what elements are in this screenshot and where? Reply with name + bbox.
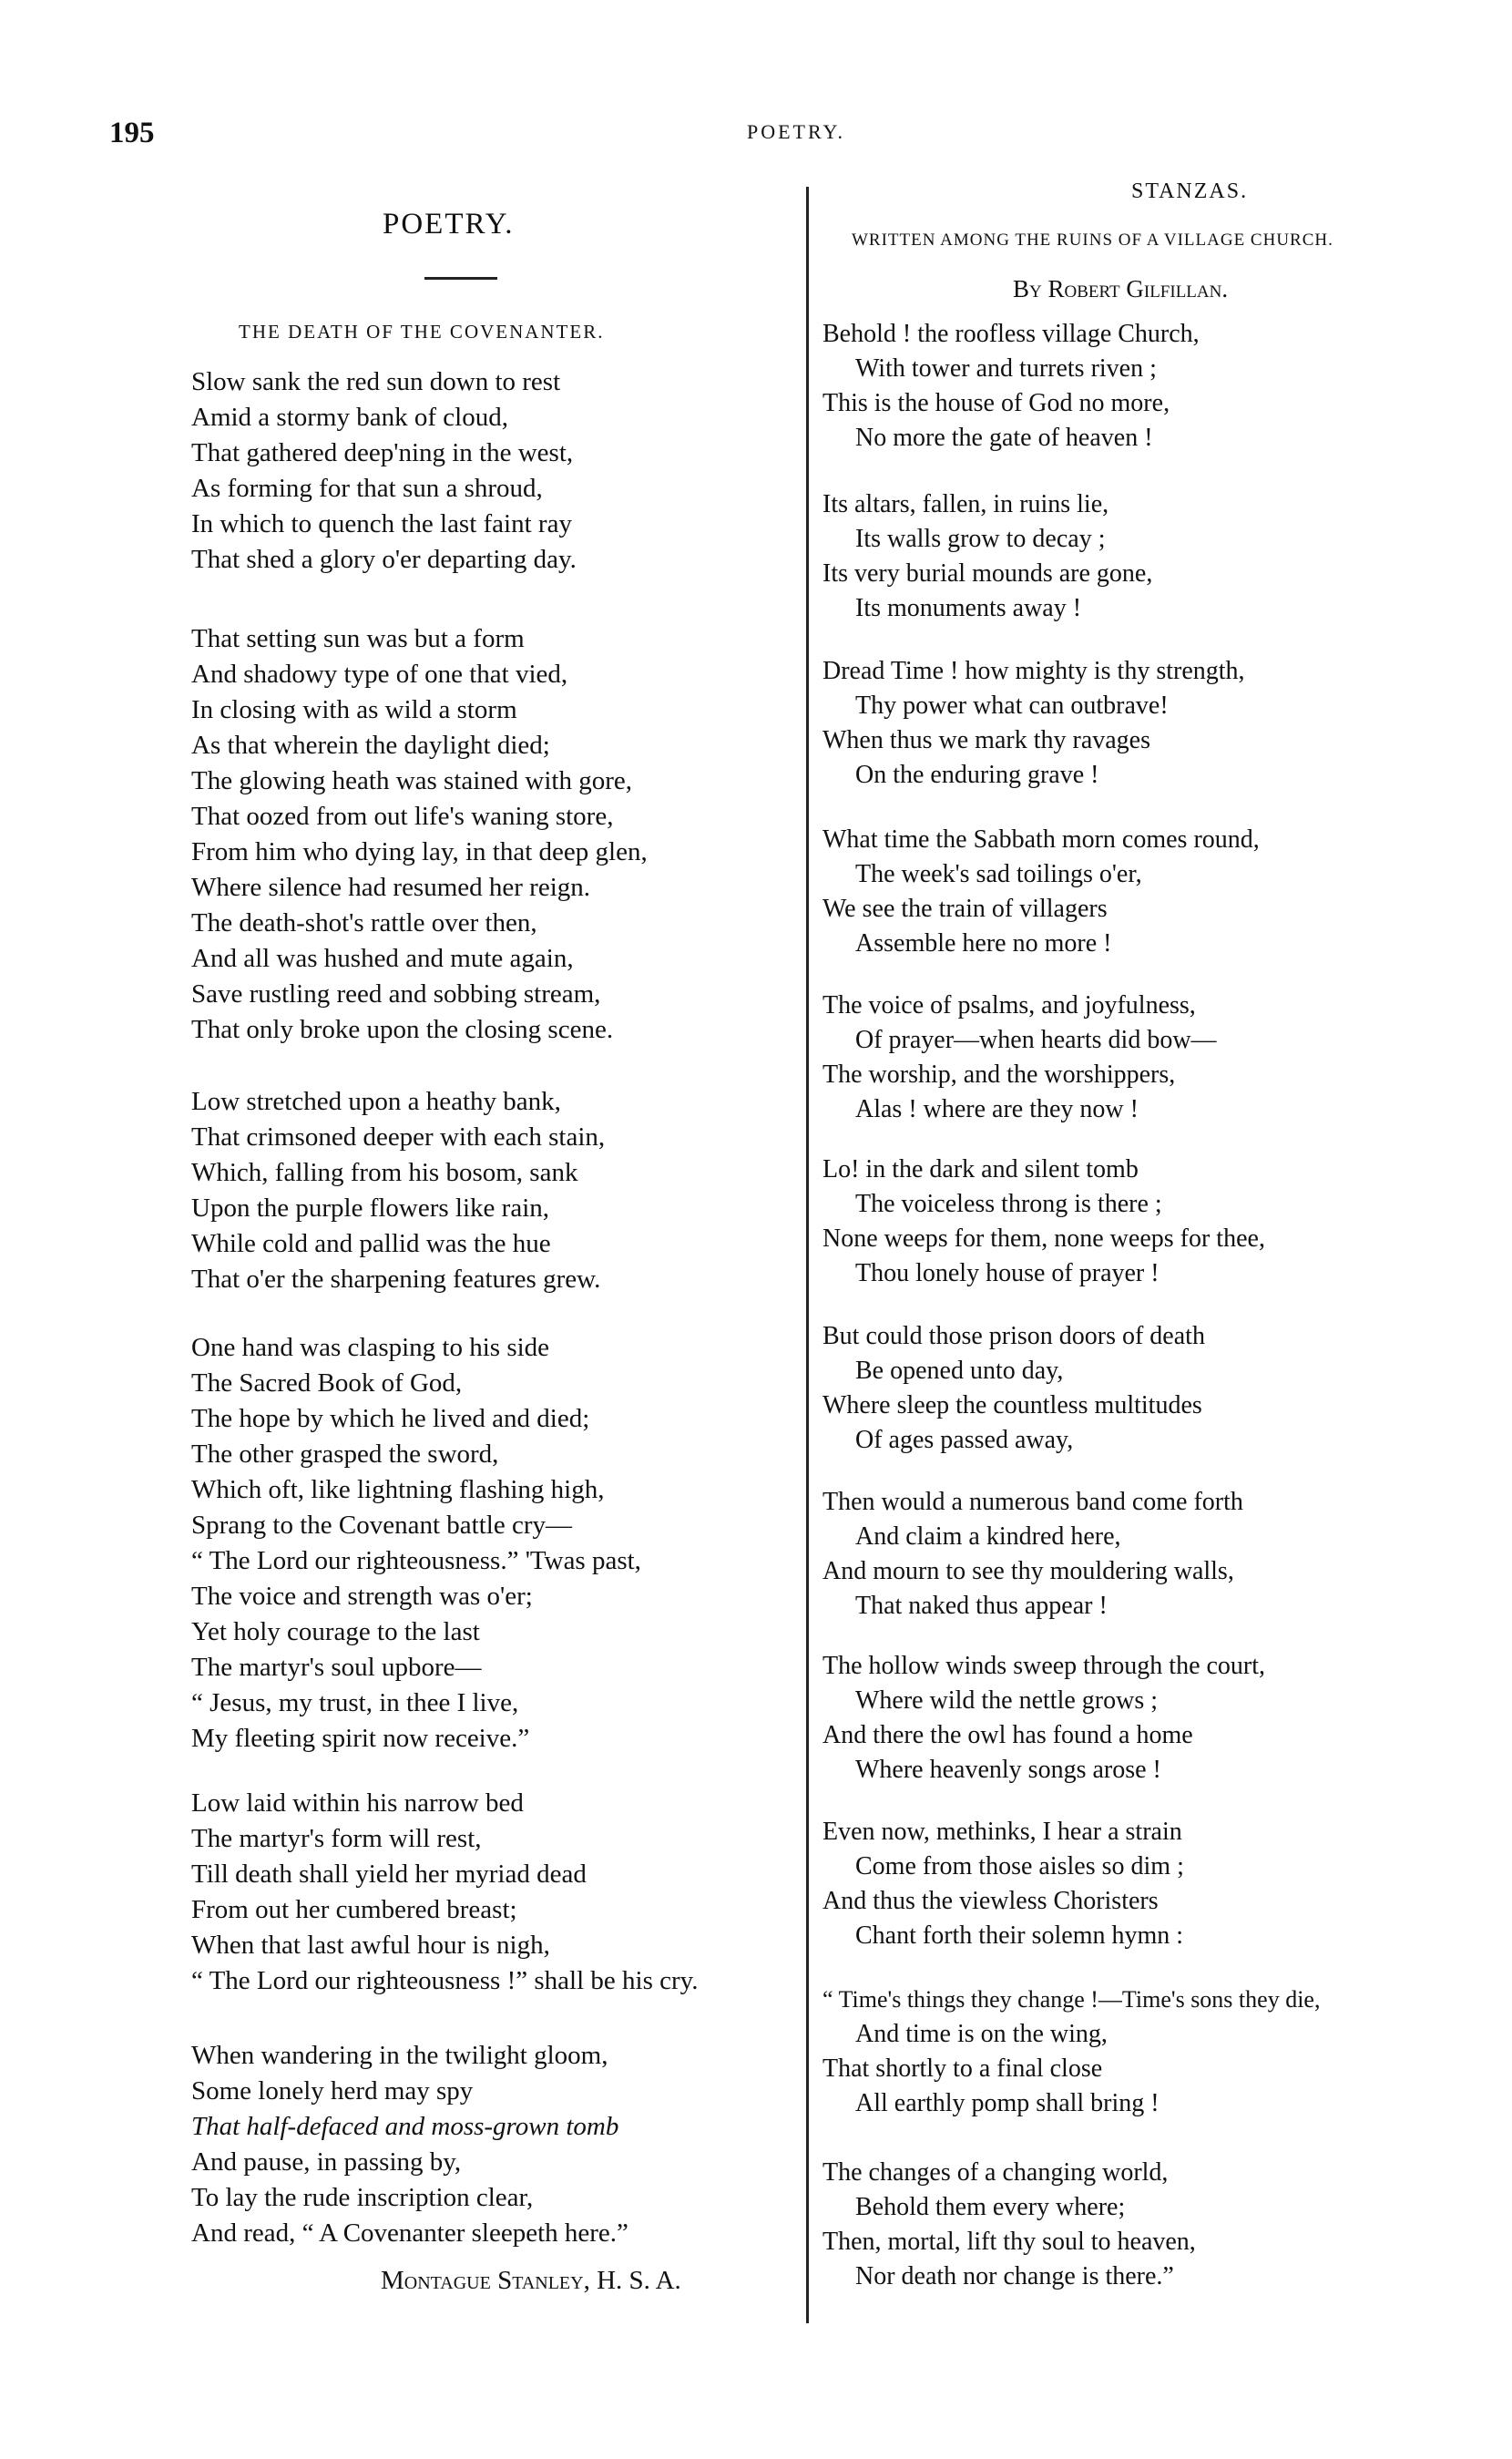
stanza: [191, 2038, 628, 2251]
poem-line: That half-defaced and moss-grown tomb: [191, 2112, 619, 2141]
title-rule: [424, 277, 497, 280]
poem-line: Save rustling reed and sobbing stream,: [191, 979, 601, 1009]
poem-line: Where wild the nettle grows ;: [855, 1686, 1159, 1715]
poem-line: The other grasped the sword,: [191, 1440, 499, 1469]
poem-line: When wandering in the twilight gloom,: [191, 2041, 608, 2070]
stanza: [191, 1786, 699, 1999]
poem-line: In which to quench the last faint ray: [191, 509, 572, 538]
poem-line: Of prayer—when hearts did bow—: [855, 1026, 1217, 1054]
poem-line: That only broke upon the closing scene.: [191, 1015, 614, 1044]
poem-line: Of ages passed away,: [855, 1426, 1074, 1454]
poem-line: Where sleep the countless multitudes: [822, 1391, 1202, 1419]
poem-line: The week's sad toilings o'er,: [855, 860, 1142, 888]
section-title: POETRY.: [383, 208, 515, 241]
stanza: [822, 1983, 1320, 2121]
poem-line: Its monuments away !: [855, 594, 1082, 622]
poem-line: And mourn to see thy mouldering walls,: [822, 1557, 1234, 1585]
poem-line: Chant forth their solemn hymn :: [855, 1921, 1184, 1950]
poem-line: The worship, and the worshippers,: [822, 1060, 1176, 1089]
poem-line: Thou lonely house of prayer !: [855, 1259, 1160, 1287]
poem-line: As forming for that sun a shroud,: [191, 474, 543, 503]
poem-line: This is the house of God no more,: [822, 389, 1170, 417]
poem-line: Which, falling from his bosom, sank: [191, 1158, 578, 1187]
poem-line: That shortly to a final close: [822, 2054, 1103, 2083]
poem-line: Dread Time ! how mighty is thy strength,: [822, 657, 1245, 685]
stanza: [822, 317, 1200, 456]
poem-line: And all was hushed and mute again,: [191, 944, 574, 973]
poem-line: That crimsoned deeper with each stain,: [191, 1122, 606, 1152]
poem-line: And read, “ A Covenanter sleepeth here.”: [191, 2218, 628, 2248]
poem-line: Yet holy courage to the last: [191, 1617, 480, 1646]
stanza: [822, 487, 1152, 626]
poem-line: That oozed from out life's waning store,: [191, 802, 614, 831]
poem-line: The changes of a changing world,: [822, 2158, 1169, 2187]
poem-line: Its walls grow to decay ;: [855, 525, 1106, 553]
poem-line: When thus we mark thy ravages: [822, 726, 1150, 754]
poem-line: Lo! in the dark and silent tomb: [822, 1155, 1139, 1183]
poem-line: The death-shot's rattle over then,: [191, 908, 537, 937]
poem-title: STANZAS.: [1131, 179, 1249, 203]
poem-line: The Sacred Book of God,: [191, 1368, 463, 1398]
poem-line: One hand was clasping to his side: [191, 1333, 550, 1362]
poem-line: Be opened unto day,: [855, 1357, 1064, 1385]
stanza: [822, 1815, 1184, 1953]
running-head: [0, 117, 1512, 153]
poem-line: Its altars, fallen, in ruins lie,: [822, 490, 1109, 518]
poem-line: Behold them every where;: [855, 2193, 1126, 2221]
poem-line: Upon the purple flowers like rain,: [191, 1194, 550, 1223]
poem-line: To lay the rude inscription clear,: [191, 2183, 534, 2212]
poem-line: What time the Sabbath morn comes round,: [822, 825, 1260, 854]
stanza: [822, 1649, 1265, 1788]
poem-line: Then, mortal, lift thy soul to heaven,: [822, 2228, 1196, 2256]
poem-line: That gathered deep'ning in the west,: [191, 438, 574, 467]
poem-line: From him who dying lay, in that deep glen,: [191, 837, 648, 866]
poem-line: Where silence had resumed her reign.: [191, 873, 591, 902]
poem-line: The hope by which he lived and died;: [191, 1404, 590, 1433]
poem-line: Till death shall yield her myriad dead: [191, 1860, 587, 1889]
poem-line: The voice and strength was o'er;: [191, 1582, 533, 1611]
stanza: [191, 1084, 605, 1297]
poem-line: And time is on the wing,: [855, 2020, 1108, 2048]
stanza: [191, 1330, 641, 1757]
poem-line: The martyr's form will rest,: [191, 1824, 482, 1853]
poem-line: That naked thus appear !: [855, 1592, 1108, 1620]
poem-line: And shadowy type of one that vied,: [191, 660, 568, 689]
poem-line: Alas ! where are they now !: [855, 1095, 1139, 1123]
poem-line: Thy power what can outbrave!: [855, 692, 1169, 720]
poem-line: When that last awful hour is nigh,: [191, 1931, 550, 1960]
poem-line: And there the owl has found a home: [822, 1721, 1193, 1749]
page-number: 195: [109, 117, 155, 149]
poem-line: The glowing heath was stained with gore,: [191, 766, 633, 795]
poem-line: Come from those aisles so dim ;: [855, 1852, 1184, 1880]
stanza: [822, 989, 1217, 1127]
poem-line: Behold ! the roofless village Church,: [822, 320, 1200, 348]
poem-line: No more the gate of heaven !: [855, 424, 1153, 452]
poem-line: Some lonely herd may spy: [191, 2076, 474, 2106]
author-line: By Robert Gilfillan.: [1013, 275, 1229, 302]
poem-title: THE DEATH OF THE COVENANTER.: [239, 321, 605, 343]
poem-line: The voice of psalms, and joyfulness,: [822, 991, 1196, 1019]
poem-line: Its very burial mounds are gone,: [822, 559, 1153, 588]
stanza: [191, 621, 648, 1048]
poem-line: Even now, methinks, I hear a strain: [822, 1818, 1182, 1846]
poem-line: Low stretched upon a heathy bank,: [191, 1087, 561, 1116]
poem-line: We see the train of villagers: [822, 895, 1108, 923]
poem-line: On the enduring grave !: [855, 761, 1099, 789]
poem-line: “ Time's things they change !—Time's sons they die,: [822, 1986, 1321, 2013]
poem-line: The martyr's soul upbore—: [191, 1653, 482, 1682]
poem-subtitle: WRITTEN AMONG THE RUINS OF A VILLAGE CHURCH.: [852, 231, 1333, 250]
poem-line: None weeps for them, none weeps for thee,: [822, 1224, 1265, 1253]
poem-line: “ The Lord our righteousness !” shall be his cry.: [191, 1966, 699, 1995]
poem-line: Low laid within his narrow bed: [191, 1788, 524, 1818]
column-divider: [806, 187, 809, 2323]
poem-line: Slow sank the red sun down to rest: [191, 367, 561, 396]
poem-line: As that wherein the daylight died;: [191, 731, 550, 760]
poem-line: “ Jesus, my trust, in thee I live,: [191, 1688, 519, 1717]
poem-line: From out her cumbered breast;: [191, 1895, 517, 1924]
poem-line: And claim a kindred here,: [855, 1522, 1121, 1551]
poem-line: Assemble here no more !: [855, 929, 1112, 958]
poem-line: The hollow winds sweep through the court,: [822, 1652, 1266, 1680]
poem-line: But could those prison doors of death: [822, 1322, 1205, 1350]
poem-line: And thus the viewless Choristers: [822, 1887, 1159, 1915]
poem-line: Then would a numerous band come forth: [822, 1488, 1243, 1516]
poem-line: While cold and pallid was the hue: [191, 1229, 551, 1258]
running-title: POETRY.: [747, 120, 846, 143]
stanza: [822, 1319, 1205, 1458]
poem-line: And pause, in passing by,: [191, 2147, 462, 2177]
stanza: [822, 2156, 1196, 2294]
poem-line: That shed a glory o'er departing day.: [191, 545, 577, 574]
poem-line: Amid a stormy bank of cloud,: [191, 403, 508, 432]
stanza: [822, 823, 1260, 961]
signature: Montague Stanley, H. S. A.: [381, 2266, 681, 2295]
poem-line: With tower and turrets riven ;: [855, 354, 1157, 383]
poem-line: Where heavenly songs arose !: [855, 1756, 1161, 1784]
poem-line: Nor death nor change is there.”: [855, 2262, 1174, 2290]
poem-line: My fleeting spirit now receive.”: [191, 1724, 530, 1753]
poem-line: The voiceless throng is there ;: [855, 1190, 1162, 1218]
stanza: [822, 1485, 1243, 1624]
poem-line: In closing with as wild a storm: [191, 695, 517, 724]
poem-line: All earthly pomp shall bring !: [855, 2089, 1160, 2117]
poem-line: That setting sun was but a form: [191, 624, 525, 653]
poem-line: Sprang to the Covenant battle cry—: [191, 1511, 572, 1540]
stanza: [822, 1153, 1265, 1291]
poem-line: That o'er the sharpening features grew.: [191, 1265, 601, 1294]
stanza: [822, 654, 1245, 793]
stanza: [191, 364, 577, 578]
poem-line: Which oft, like lightning flashing high,: [191, 1475, 605, 1504]
poem-line: “ The Lord our righteousness.” 'Twas past,: [191, 1546, 641, 1575]
